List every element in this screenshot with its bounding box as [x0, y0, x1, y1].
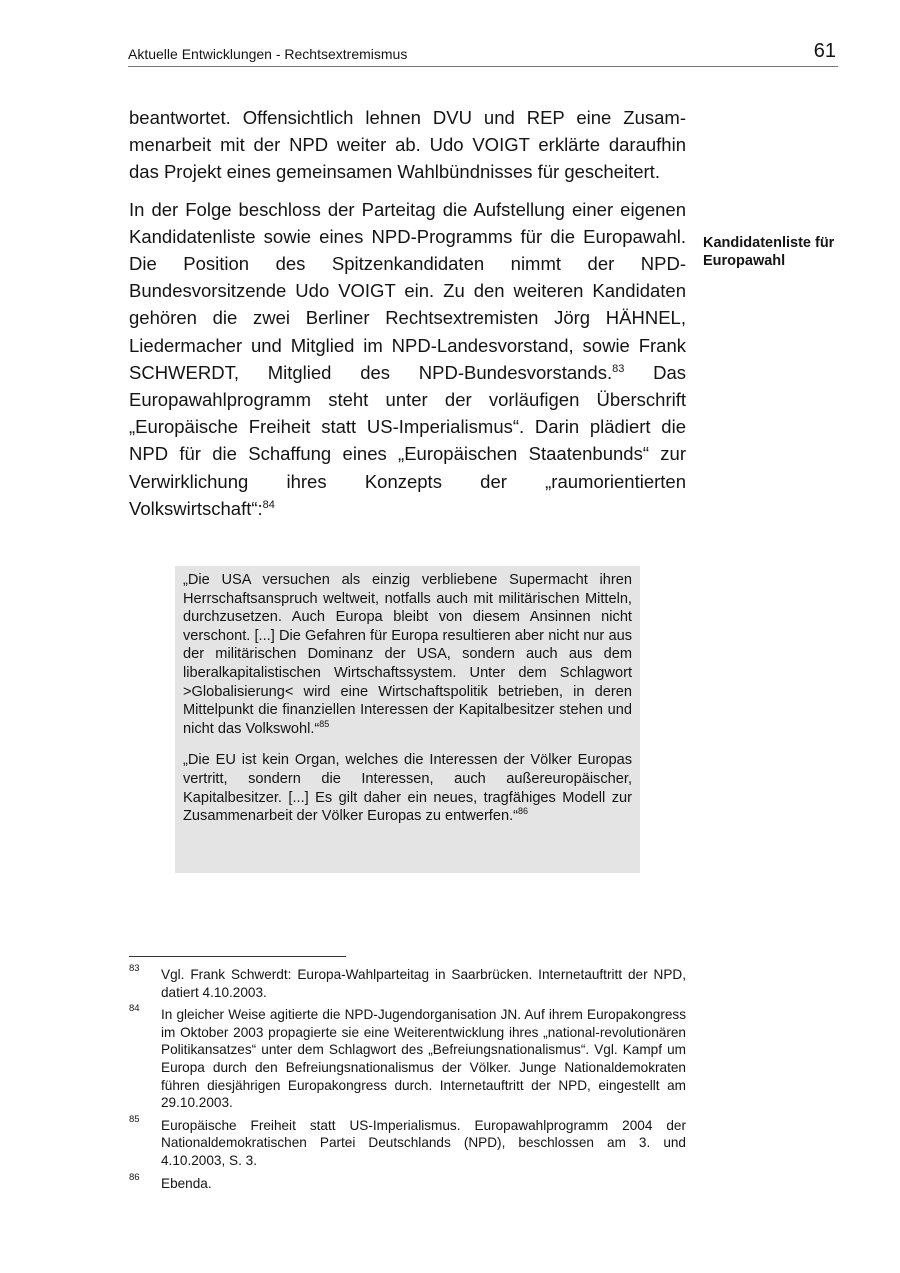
footnote	[129, 1171, 686, 1193]
footnote-number: 84	[129, 1003, 140, 1015]
footnote-ref-83[interactable]: 83	[612, 362, 625, 375]
footnote-number: 83	[129, 963, 140, 974]
quote-1	[183, 571, 632, 738]
footnote	[129, 963, 686, 1001]
footnote-text: Vgl. Frank Schwerdt: Europa-Wahlparteitag in Saarbrücken. Internetauftritt der NPD, datiert 4.10.2003.	[161, 967, 686, 1000]
page-header	[128, 40, 838, 67]
paragraph-2	[129, 196, 686, 522]
footnote-number: 86	[129, 1171, 140, 1183]
footnote	[129, 1113, 686, 1170]
footnote-text: Ebenda.	[161, 1175, 212, 1191]
footnote-number: 85	[129, 1113, 140, 1125]
margin-note: Kandidatenliste für Europawahl	[703, 235, 835, 269]
paragraph-2-text-a: In der Folge beschloss der Parteitag die Aufstellung einer eigenen Kandidatenliste sowie eines NPD-Programms für die Europawahl. Die Position des Spitzenkandidaten nimmt der NPD-Bundesvorsitzende Udo VOIGT ein. Zu den weiteren Kandidaten gehören die zwei Berliner Rechtsextremisten Jörg HÄHNEL, Liedermacher und Mitglied im NPD-Landesvorstand, sowie Frank SCHWERDT, Mitglied des NPD-Bundesvorstands.	[129, 198, 686, 383]
running-title: Aktuelle Entwicklungen - Rechtsextremismus	[128, 46, 408, 62]
footnotes	[129, 963, 686, 1197]
page-number: 61	[813, 40, 836, 62]
paragraph-2-text-b: Das Europawahlprogramm steht unter der vorläufigen Überschrift „Europäische Freiheit statt US-Imperialismus“. Darin plädiert die NPD für die Schaffung eines „Europäischen Staatenbunds“ zur Verwirklichung ihres Konzepts der „raumorientierten Volkswirtschaft“:	[129, 361, 686, 519]
footnote-separator	[129, 956, 346, 957]
footnote	[129, 1003, 686, 1112]
paragraph-1: beantwortet. Offensichtlich lehnen DVU und REP eine Zusammenarbeit mit der NPD weiter ab. Udo VOIGT erklärte daraufhin das Projekt eines gemeinsamen Wahlbündnisses für gescheitert.	[129, 107, 686, 183]
body-text	[129, 104, 686, 522]
footnote-ref-85[interactable]: 85	[319, 718, 330, 729]
footnote-text: Europäische Freiheit statt US-Imperialismus. Europawahlprogramm 2004 der Nationaldemokratischen Partei Deutschlands (NPD), beschlossen am 3. und 4.10.2003, S. 3.	[161, 1117, 686, 1168]
quote-2	[183, 751, 632, 825]
quote-box	[175, 566, 640, 873]
quote-1-text: „Die USA versuchen als einzig verbliebene Supermacht ihren Herrschaftsanspruch weltweit, notfalls auch mit militärischen Mitteln, durchzusetzen. Auch Europa bleibt von diesem Ansinnen nicht verschont. [...] Die Gefahren für Europa resultieren aber nicht nur aus der militärischen Dominanz der USA, sondern auch aus dem liberalkapitalistischen Wirtschaftssystem. Unter dem Schlagwort >Globalisierung< wird eine Wirtschaftspolitik betrieben, in deren Mittelpunkt die finanziellen Interessen der Kapitalbesitzer stehen und nicht das Volkswohl.“	[183, 572, 632, 737]
footnote-ref-84[interactable]: 84	[262, 498, 275, 511]
footnote-text: In gleicher Weise agitierte die NPD-Jugendorganisation JN. Auf ihrem Europakongress im Oktober 2003 propagierte sie eine Weiterentwicklung ihres „national-revolutionären Politikansatzes“ unter dem Schlagwort des „Befreiungsnationalismus“. Vgl. Kampf um Europa durch den Befreiungsnationalismus der Völker. Junge Nationaldemokraten führen diesjährigen Europakongress durch. Internetauftritt der NPD, eingestellt am 29.10.2003.	[161, 1007, 686, 1111]
quote-2-text: „Die EU ist kein Organ, welches die Interessen der Völker Europas vertritt, sondern die Interessen, auch außereuropäischer, Kapitalbesitzer. [...] Es gilt daher ein neues, tragfähiges Modell zur Zusammenarbeit der Völker Europas zu entwerfen.“	[183, 752, 632, 825]
footnote-ref-86[interactable]: 86	[518, 806, 529, 817]
